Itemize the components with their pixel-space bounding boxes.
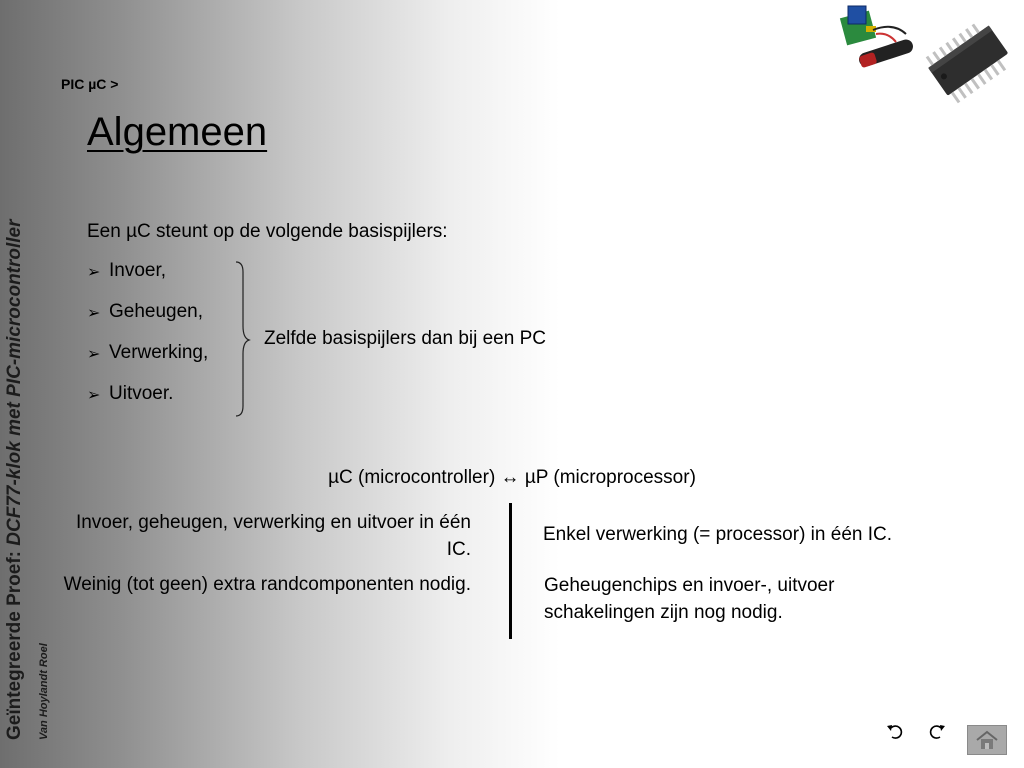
sidebar-title-bold: Geïntegreerde Proef [4, 557, 25, 740]
comparison-divider [509, 503, 512, 639]
brace-annotation: Zelfde basispijlers dan bij een PC [264, 328, 546, 349]
page-title: Algemeen [87, 110, 268, 154]
list-item: ➢ Geheugen, [87, 301, 204, 322]
uc-feature-2: Weinig (tot geen) extra randcomponenten nodig. [63, 574, 471, 595]
list-item: ➢ Invoer, [87, 260, 167, 281]
uc-feature-1: Invoer, geheugen, verwerking en uitvoer in één IC. [75, 512, 471, 560]
back-button[interactable] [884, 720, 908, 744]
pillar-list [87, 260, 208, 424]
comparison-heading: µC (microcontroller) ↔ µP (microprocessor) [328, 467, 696, 488]
home-icon [976, 730, 998, 750]
sidebar-title-sep: : [4, 545, 25, 558]
forward-button[interactable] [924, 720, 948, 744]
list-item: ➢ Uitvoer. [87, 383, 174, 404]
arrow-bullet-icon: ➢ [87, 387, 101, 404]
pic-chip-photo [918, 10, 1018, 114]
redo-arrow-icon [926, 723, 946, 741]
arrow-bullet-icon: ➢ [87, 264, 101, 281]
arrow-bullet-icon: ➢ [87, 346, 101, 363]
curly-brace-icon [232, 260, 252, 420]
up-feature-1: Enkel verwerking (= processor) in één IC. [543, 524, 893, 545]
sidebar-author: Van Hoylandt Roel [38, 643, 50, 740]
breadcrumb[interactable]: PIC µC > [61, 76, 119, 92]
intro-text: Een µC steunt op de volgende basispijlers: [87, 221, 448, 242]
up-feature-2: Geheugenchips en invoer-, uitvoer schakelingen zijn nog nodig. [544, 575, 835, 623]
undo-arrow-icon [886, 723, 906, 741]
list-item: ➢ Verwerking, [87, 342, 209, 363]
home-button[interactable] [967, 725, 1007, 755]
sidebar-title [4, 170, 36, 740]
arrow-bullet-icon: ➢ [87, 305, 101, 322]
sidebar-title-italic: DCF77-klok met PIC-microcontroller [4, 219, 25, 546]
dcf77-module-photo [838, 2, 918, 77]
